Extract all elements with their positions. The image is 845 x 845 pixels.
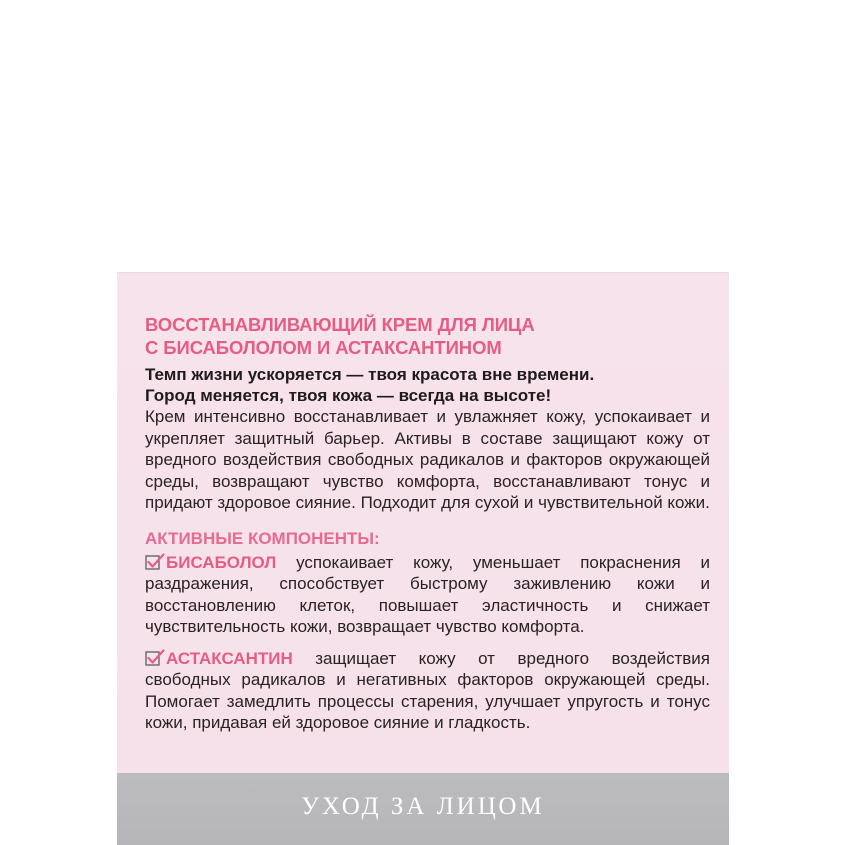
box-footer-label: УХОД ЗА ЛИЦОМ xyxy=(301,793,545,820)
product-description: Крем интенсивно восстанавливает и увлажняет кожу, успокаивает и укрепляет защитный барьер. Активы в составе защищают кожу от вредного воздействия свободных радикалов и факторов окружающей среды, возвращают чувство комфорта, восстанавливают тонус и придают здоровое сияние. Подходит для сухой и чувствительной кожи. xyxy=(145,407,710,512)
checkbox-checked-icon xyxy=(145,553,165,571)
tagline-line-1: Темп жизни ускоряется — твоя красота вне времени. xyxy=(145,365,595,384)
components-heading: АКТИВНЫЕ КОМПОНЕНТЫ: xyxy=(145,528,380,548)
product-title xyxy=(145,313,710,359)
ingredient-name: АСТАКСАНТИН xyxy=(166,648,293,668)
tagline xyxy=(145,364,710,406)
product-box xyxy=(117,272,729,845)
ingredient-bisabolol xyxy=(145,552,710,638)
box-text-content xyxy=(145,313,710,734)
product-title-line-1: ВОССТАНАВЛИВАЮЩИЙ КРЕМ ДЛЯ ЛИЦА xyxy=(145,314,535,335)
ingredient-name: БИСАБОЛОЛ xyxy=(166,552,277,572)
ingredient-astaxanthin xyxy=(145,648,710,734)
ingredient-text: успокаивает кожу, уменьшает покраснения и раздражения, способствует быстрому заживлению кожи и восстановлению клеток, повышает эластичность и снижает чувствительность кожи, возвращает чувство комфорта. xyxy=(145,552,710,636)
tagline-line-2: Город меняется, твоя кожа — всегда на высоте! xyxy=(145,386,552,405)
checkbox-checked-icon xyxy=(145,649,165,667)
product-title-line-2: С БИСАБОЛОЛОМ И АСТАКСАНТИНОМ xyxy=(145,337,502,358)
ingredient-text: защищает кожу от вредного воздействия свободных радикалов и негативных факторов окружающей среды. Помогает замедлить процессы старения, улучшает упругость и тонус кожи, придавая ей здоровое сияние и гладкость. xyxy=(145,648,710,732)
